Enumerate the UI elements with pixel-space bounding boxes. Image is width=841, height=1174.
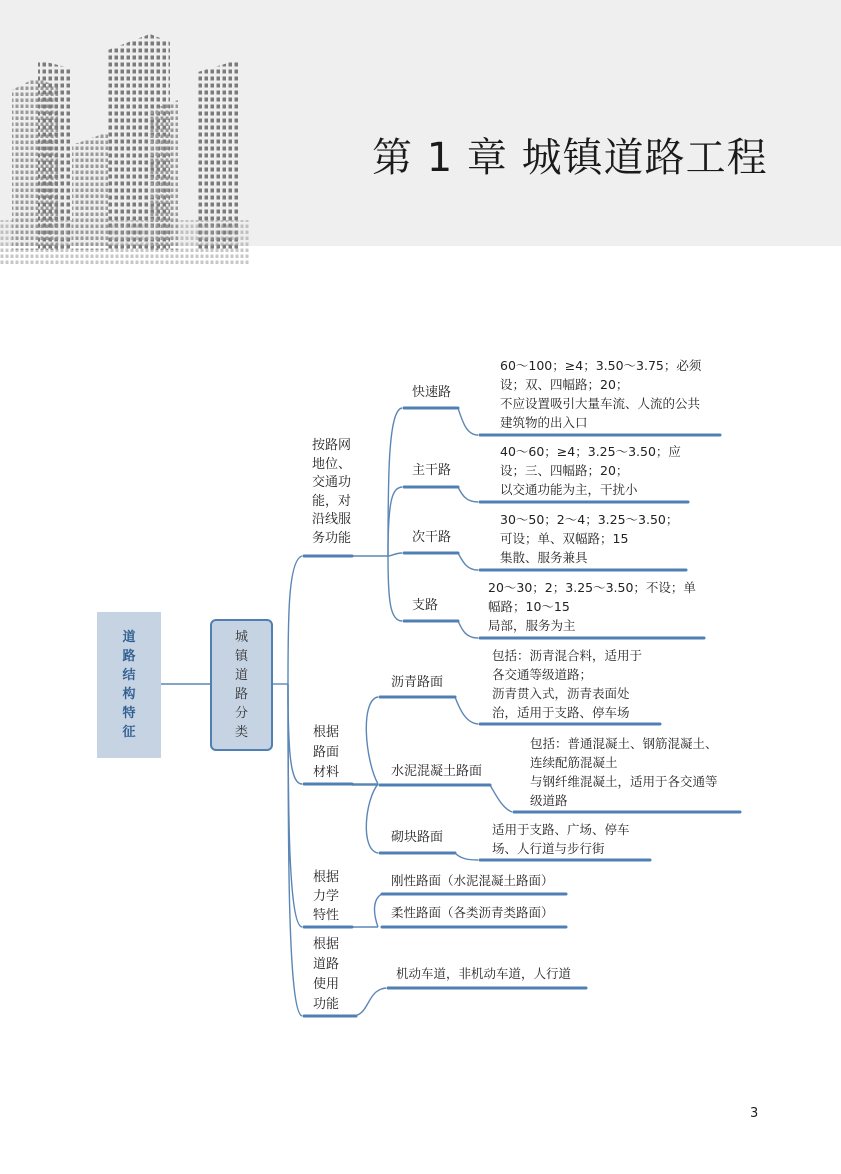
branch-material-label: 根据 路面 材料 [313, 725, 340, 780]
detail-branch-road: 20～30；2；3.25～3.50；不设；单 幅路；10～15 局部，服务为主 [488, 580, 696, 633]
node-secondary-road: 次干路 [412, 530, 452, 545]
node-cement-concrete-pavement: 水泥混凝土路面 [391, 764, 483, 779]
node-arterial-road: 主干路 [412, 463, 452, 478]
node-flexible-pavement: 柔性路面（各类沥青类路面） [391, 905, 554, 920]
node-branch-road: 支路 [412, 598, 439, 613]
branch-function-label: 按路网 地位、 交通功 能，对 沿线服 务功能 [312, 438, 352, 546]
node-asphalt-pavement: 沥青路面 [391, 675, 444, 690]
chapter-title: 第 1 章 城镇道路工程 [372, 135, 768, 181]
branch-mechanics-label: 根据 力学 特性 [313, 870, 340, 923]
root-node-label: 道路结构特征 [122, 630, 136, 740]
node-block-pavement: 砌块路面 [391, 830, 444, 845]
detail-asphalt-pavement: 包括：沥青混合料，适用于 各交通等级道路； 沥青贯入式，沥青表面处 治，适用于支路、停车场 [492, 648, 643, 720]
detail-cement-concrete-pavement: 包括：普通混凝土、钢筋混凝土、 连续配筋混凝土 与钢纤维混凝土，适用于各交通等 级道路 [530, 736, 718, 808]
page-number: 3 [750, 1106, 759, 1121]
detail-expressway: 60～100；≥4；3.50～3.75；必须 设；双、四幅路；20； 不应设置吸引大量车流、人流的公共 建筑物的出入口 [500, 358, 702, 430]
node-expressway: 快速路 [412, 385, 452, 400]
detail-block-pavement: 适用于支路、广场、停车 场、人行道与步行街 [492, 822, 630, 856]
node-lanes: 机动车道，非机动车道，人行道 [396, 966, 572, 981]
branch-usage-label: 根据 道路 使用 功能 [313, 937, 340, 1012]
detail-arterial-road: 40～60；≥4；3.25～3.50；应 设；三、四幅路；20； 以交通功能为主，干扰小 [500, 444, 681, 497]
detail-secondary-road: 30～50；2～4；3.25～3.50； 可设；单、双幅路；15 集散、服务兼具 [500, 512, 679, 565]
node-rigid-pavement: 刚性路面（水泥混凝土路面） [391, 873, 554, 888]
category-node-label: 城镇道路分类 [234, 630, 248, 740]
